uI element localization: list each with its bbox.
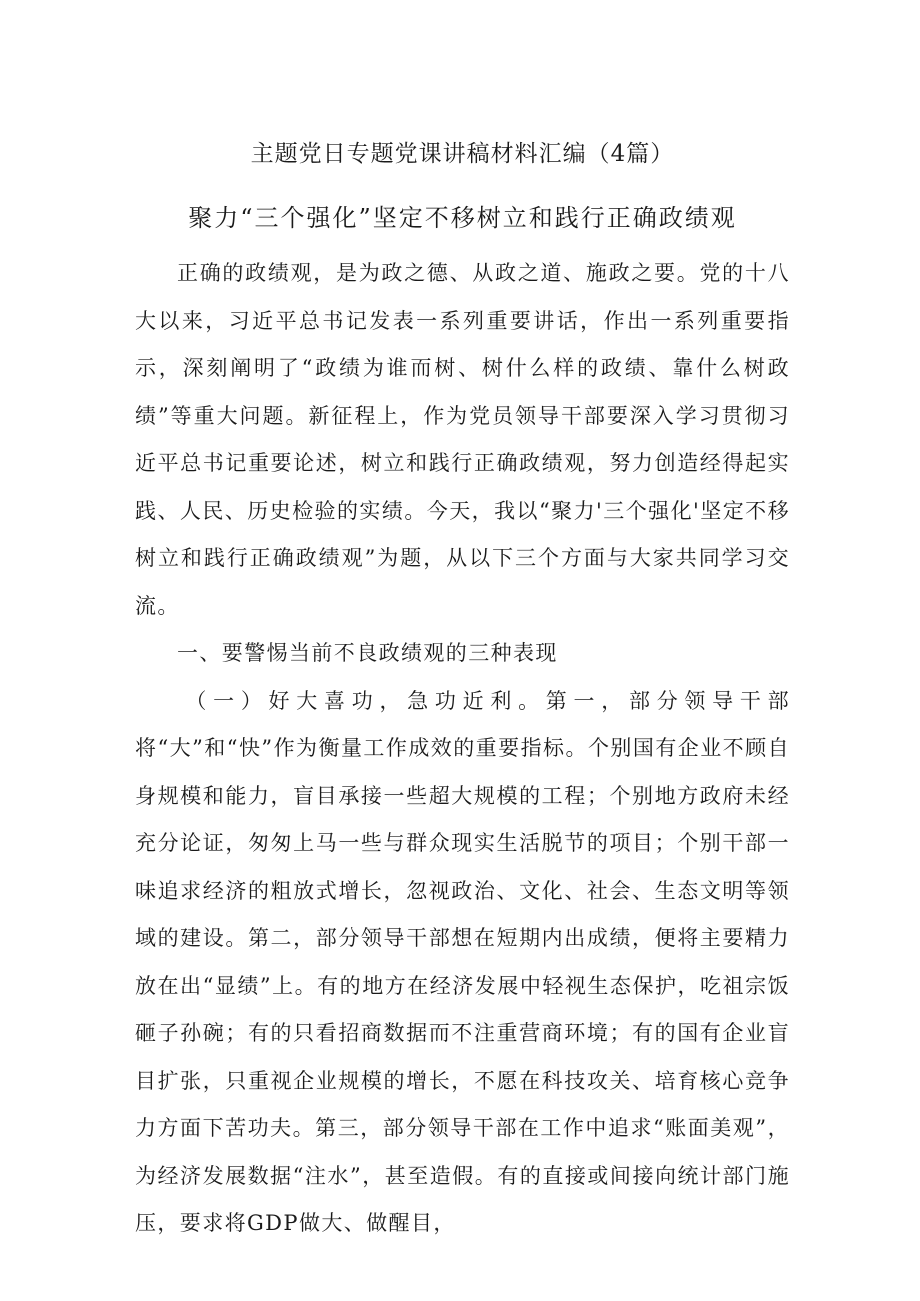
body-paragraph: （一）好大喜功，急功近利。第一，部分领导干部将“大”和“快”作为衡量工作成效的重要指标。个别国有企业不顾自身规模和能力，盲目承接一些超大规模的工程；个别地方政府未经充分论证，匆匆上马一些与群众现实生活脱节的项目；个别干部一味追求经济的粗放式增长，忽视政治、文化、社会、生态文明等领域的建设。第二，部分领导干部想在短期内出成绩，便将主要精力放在出“显绩”上。有的地方在经济发展中轻视生态保护，吃祖宗饭砸子孙碗；有的只看招商数据而不注重营商环境；有的国有企业盲目扩张，只重视企业规模的增长，不愿在科技攻关、培育核心竞争力方面下苦功夫。第三，部分领导干部在工作中追求“账面美观”，为经济发展数据“注水”，甚至造假。有的直接或间接向统计部门施压，要求将GDP做大、做醒目， bbox=[135, 688, 790, 1235]
document-title: 主题党日专题党课讲稿材料汇编（4篇） bbox=[250, 141, 675, 167]
article-title: 聚力“三个强化”坚定不移树立和践行正确政绩观 bbox=[188, 204, 737, 232]
intro-paragraph: 正确的政绩观，是为政之德、从政之道、施政之要。党的十八大以来，习近平总书记发表一系列重要讲话，作出一系列重要指示，深刻阐明了“政绩为谁而树、树什么样的政绩、靠什么树政绩”等重大问题。新征程上，作为党员领导干部要深入学习贯彻习近平总书记重要论述，树立和践行正确政绩观，努力创造经得起实践、人民、历史检验的实绩。今天，我以“聚力'三个强化'坚定不移树立和践行正确政绩观”为题，从以下三个方面与大家共同学习交流。 bbox=[135, 261, 790, 618]
article-body bbox=[135, 250, 790, 1248]
section-heading: 一、要警惕当前不良政绩观的三种表现 bbox=[177, 641, 558, 665]
